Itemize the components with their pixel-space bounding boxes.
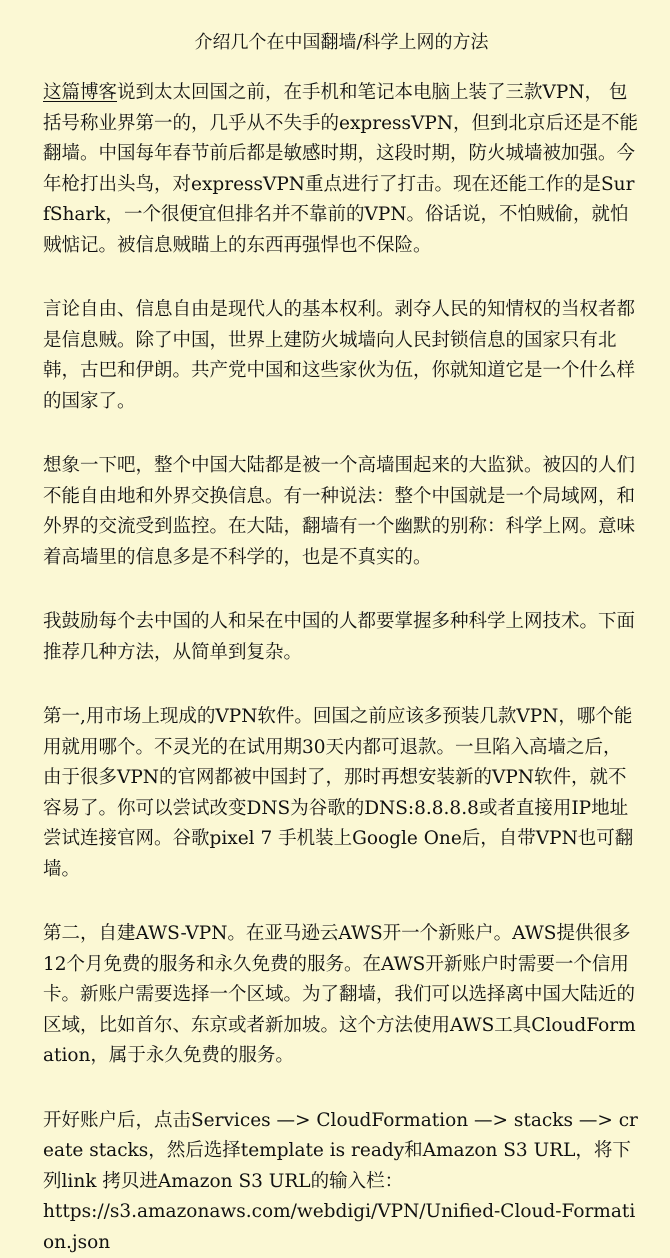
- paragraph-6: 第二，自建AWS-VPN。在亚马逊云AWS开一个新账户。AWS提供很多12个月免费的服务和永久免费的服务。在AWS开新账户时需要一个信用卡。新账户需要选择一个区域。为了翻墙，我们可以选择离中国大陆近的区域，比如首尔、东京或者新加坡。这个方法使用AWS工具CloudFormation，属于永久免费的服务。: [43, 919, 640, 1072]
- paragraph-1: [43, 78, 640, 261]
- paragraph-5: 第一,用市场上现成的VPN软件。回国之前应该多预装几款VPN，哪个能用就用哪个。不灵光的在试用期30天内都可退款。一旦陷入高墙之后，由于很多VPN的官网都被中国封了，那时再想安装新的VPN软件，就不容易了。你可以尝试改变DNS为谷歌的DNS:8.8.8.8或者直接用IP地址尝试连接官网。谷歌pixel 7 手机装上Google One后，自带VPN也可翻墙。: [43, 702, 640, 885]
- paragraph-1-text: 说到太太回国之前，在手机和笔记本电脑上装了三款VPN， 包括号称业界第一的，几乎从不失手的expressVPN，但到北京后还是不能翻墙。中国每年春节前后都是敏感时期，这段时期，防火城墙被加强。今年枪打出头鸟，对expressVPN重点进行了打击。现在还能工作的是SurfShark，一个很便宜但排名并不靠前的VPN。俗话说，不怕贼偷，就怕贼惦记。被信息贼瞄上的东西再强悍也不保险。: [43, 82, 638, 256]
- article-title: 介绍几个在中国翻墙/科学上网的方法: [43, 30, 640, 56]
- paragraph-7: [43, 1106, 640, 1258]
- paragraph-4: 我鼓励每个去中国的人和呆在中国的人都要掌握多种科学上网技术。下面推荐几种方法，从简单到复杂。: [43, 607, 640, 668]
- paragraph-7-text: 开好账户后，点击Services —> CloudFormation —> stacks —> create stacks，然后选择template is ready和Amazon S3 URL，将下列link 拷贝进Amazon S3 URL的输入栏：: [43, 1110, 638, 1192]
- paragraph-3: 想象一下吧，整个中国大陆都是被一个高墙围起来的大监狱。被囚的人们不能自由地和外界交换信息。有一种说法：整个中国就是一个局域网，和外界的交流受到监控。在大陆，翻墙有一个幽默的别称：科学上网。意味着高墙里的信息多是不科学的，也是不真实的。: [43, 451, 640, 573]
- template-url: https://s3.amazonaws.com/webdigi/VPN/Unified-Cloud-Formation.json: [43, 1201, 635, 1253]
- paragraph-2: 言论自由、信息自由是现代人的基本权利。剥夺人民的知情权的当权者都是信息贼。除了中国，世界上建防火城墙向人民封锁信息的国家只有北韩，古巴和伊朗。共产党中国和这些家伙为伍，你就知道它是一个什么样的国家了。: [43, 295, 640, 417]
- blog-post-link[interactable]: 这篇博客: [43, 82, 117, 103]
